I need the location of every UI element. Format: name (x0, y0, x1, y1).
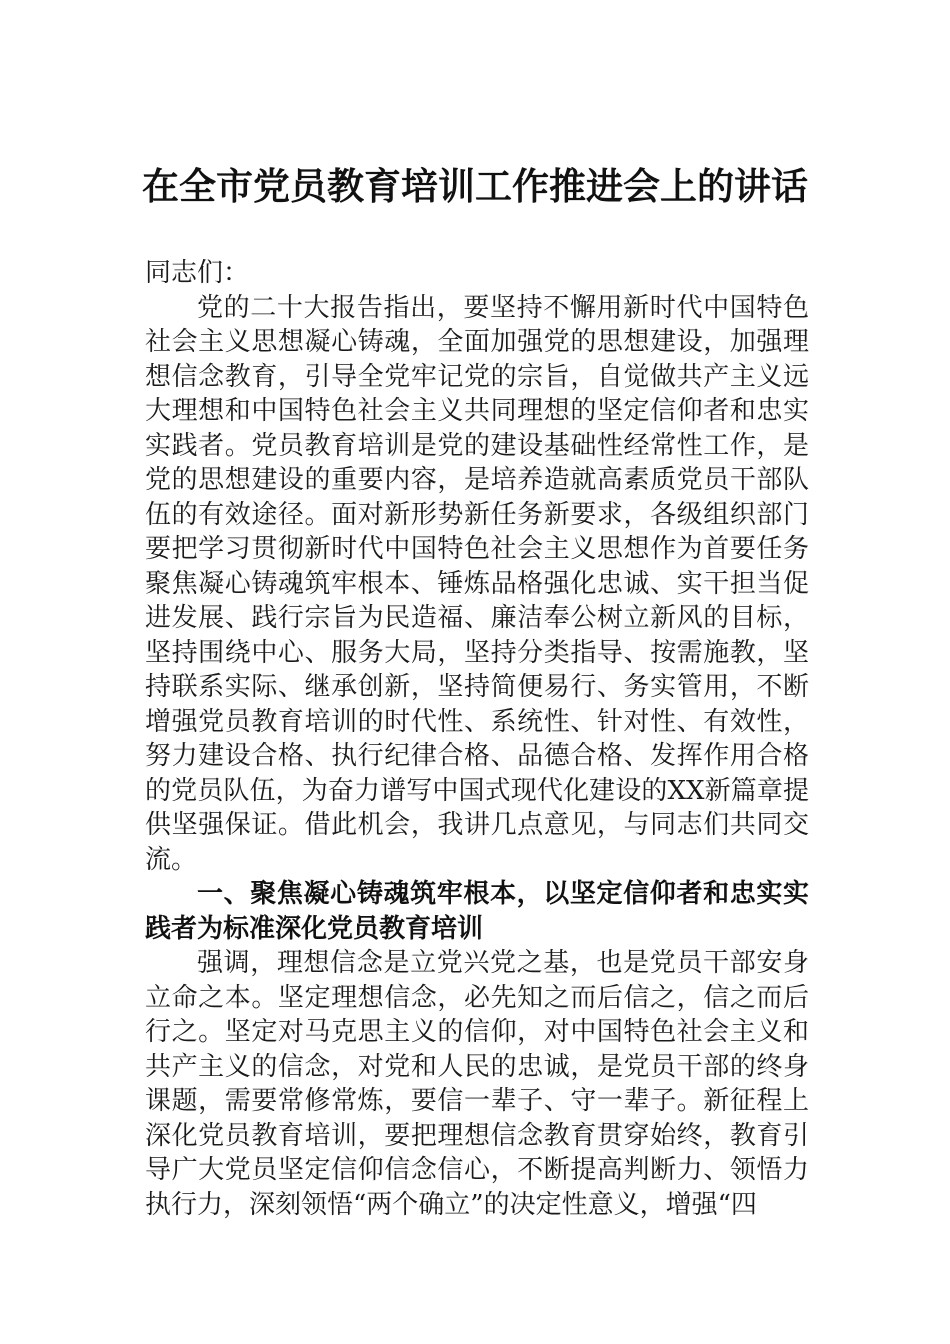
paragraph-section-1: 强调，理想信念是立党兴党之基，也是党员干部安身立命之本。坚定理想信念，必先知之而后信之，信之而后行之。坚定对马克思主义的信仰，对中国特色社会主义和共产主义的信念，对党和人民的忠诚，是党员干部的终身课题，需要常修常炼，要信一辈子、守一辈子。新征程上深化党员教育培训，要把理想信念教育贯穿始终，教育引导广大党员坚定信仰信念信心，不断提高判断力、领悟力执行力，深刻领悟“两个确立”的决定性意义，增强“四 (145, 948, 809, 1220)
document-title: 在全市党员教育培训工作推进会上的讲话 (142, 164, 808, 208)
document-body (145, 256, 809, 1222)
paragraph-intro: 党的二十大报告指出，要坚持不懈用新时代中国特色社会主义思想凝心铸魂，全面加强党的思想建设，加强理想信念教育，引导全党牢记党的宗旨，自觉做共产主义远大理想和中国特色社会主义共同理想的坚定信仰者和忠实实践者。党员教育培训是党的建设基础性经常性工作，是党的思想建设的重要内容，是培养造就高素质党员干部队伍的有效途径。面对新形势新任务新要求，各级组织部门要把学习贯彻新时代中国特色社会主义思想作为首要任务聚焦凝心铸魂筑牢根本、锤炼品格强化忠诚、实干担当促进发展、践行宗旨为民造福、廉洁奉公树立新风的目标，坚持围绕中心、服务大局，坚持分类指导、按需施教，坚持联系实际、继承创新，坚持简便易行、务实管用，不断增强党员教育培训的时代性、系统性、针对性、有效性，努力建设合格、执行纪律合格、品德合格、发挥作用合格的党员队伍，为奋力谱写中国式现代化建设的XX新篇章提供坚强保证。借此机会，我讲几点意见，与同志们共同交流。 (145, 292, 809, 875)
salutation: 同志们： (145, 258, 250, 288)
section-heading-1: 一、聚焦凝心铸魂筑牢根本，以坚定信仰者和忠实实践者为标准深化党员教育培训 (145, 879, 809, 944)
